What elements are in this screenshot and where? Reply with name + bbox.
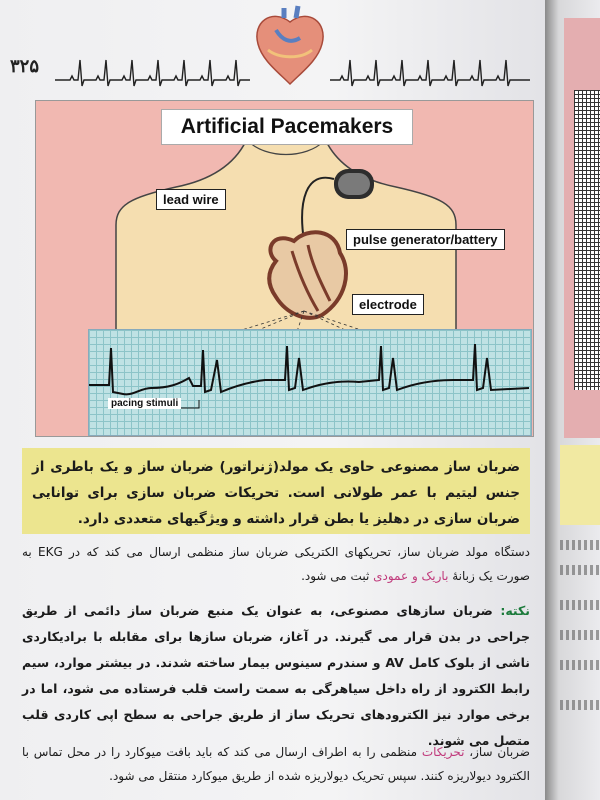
highlighted-paragraph: ضربان ساز مصنوعی حاوی یک مولد(ژنراتور) ضربان ساز و یک باطری از جنس لیتیم با عمر طولانی است. تحریکات ضربان سازی برای توانایی ضربان سازی در دهلیز یا بطن قرار داشته و ویژگیهای متعددی دارد. [22, 448, 530, 534]
adjacent-page-highlight [560, 445, 600, 525]
pulse-generator-label: pulse generator/battery [346, 229, 505, 250]
electrode-label: electrode [352, 294, 424, 315]
paragraph-ekg-text-end: ثبت می شود. [301, 569, 374, 583]
page-number: ۳۲۵ [10, 56, 40, 77]
note-paragraph [22, 598, 530, 754]
adjacent-page-text-line [560, 540, 600, 550]
note-label: نکته: [500, 603, 530, 618]
adjacent-page-text-line [560, 600, 600, 610]
paragraph-ekg-emphasis: باریک و عمودی [373, 569, 449, 583]
heart-illustration [269, 232, 346, 318]
heart-icon [257, 6, 323, 84]
paragraph-stimuli-text: ضربان ساز، [464, 745, 530, 759]
ecg-strip [88, 329, 532, 436]
ecg-trace [89, 330, 531, 435]
lead-wire-label: lead wire [156, 189, 226, 210]
paragraph-ekg [22, 540, 530, 588]
paragraph-stimuli [22, 740, 530, 788]
adjacent-page-text-line [560, 660, 600, 670]
paragraph-stimuli-emphasis: تحریکات [421, 745, 465, 759]
paragraph-ekg-text: دستگاه مولد ضربان ساز، تحریکهای الکتریکی ضربان ساز منظمی ارسال می کند که در EKG به صورت یک زبانهٔ [22, 545, 530, 583]
pacemaker-figure [35, 100, 534, 437]
paragraph-stimuli-text-end: منظمی را به اطراف ارسال می کند که باید بافت میوکارد را در محل تماس با الکترود دیولاریزه کنند. سپس تحریک دیولاریزه شده از طریق میوکارد منتقل می شود. [22, 745, 530, 783]
adjacent-page-text-line [560, 630, 600, 640]
adjacent-page-text-line [560, 700, 600, 710]
figure-title: Artificial Pacemakers [161, 109, 413, 145]
page-header [0, 0, 552, 92]
adjacent-page-text-line [560, 565, 600, 575]
pacing-stimuli-label: pacing stimuli [108, 398, 181, 409]
adjacent-page-grid [574, 90, 600, 390]
note-text: ضربان سازهای مصنوعی، به عنوان یک منبع ضربان ساز دائمی از طریق جراحی در بدن قرار می گیرند. در آغاز، ضربان سازها برای مقابله با برادیکاردی ناشی از بلوک کامل AV و سندرم سینوس بیمار ساخته شدند. در بیشتر موارد، سیم رابط الکترود از راه داخل سیاهرگی به سمت راست قلب فرستاده می شود، اما در برخی موارد نیز الکترودهای تحریک ساز از طریق جراحی به سطح اپی کاردی قلب متصل می شوند. [22, 603, 530, 748]
header-ecg-line [0, 0, 552, 92]
